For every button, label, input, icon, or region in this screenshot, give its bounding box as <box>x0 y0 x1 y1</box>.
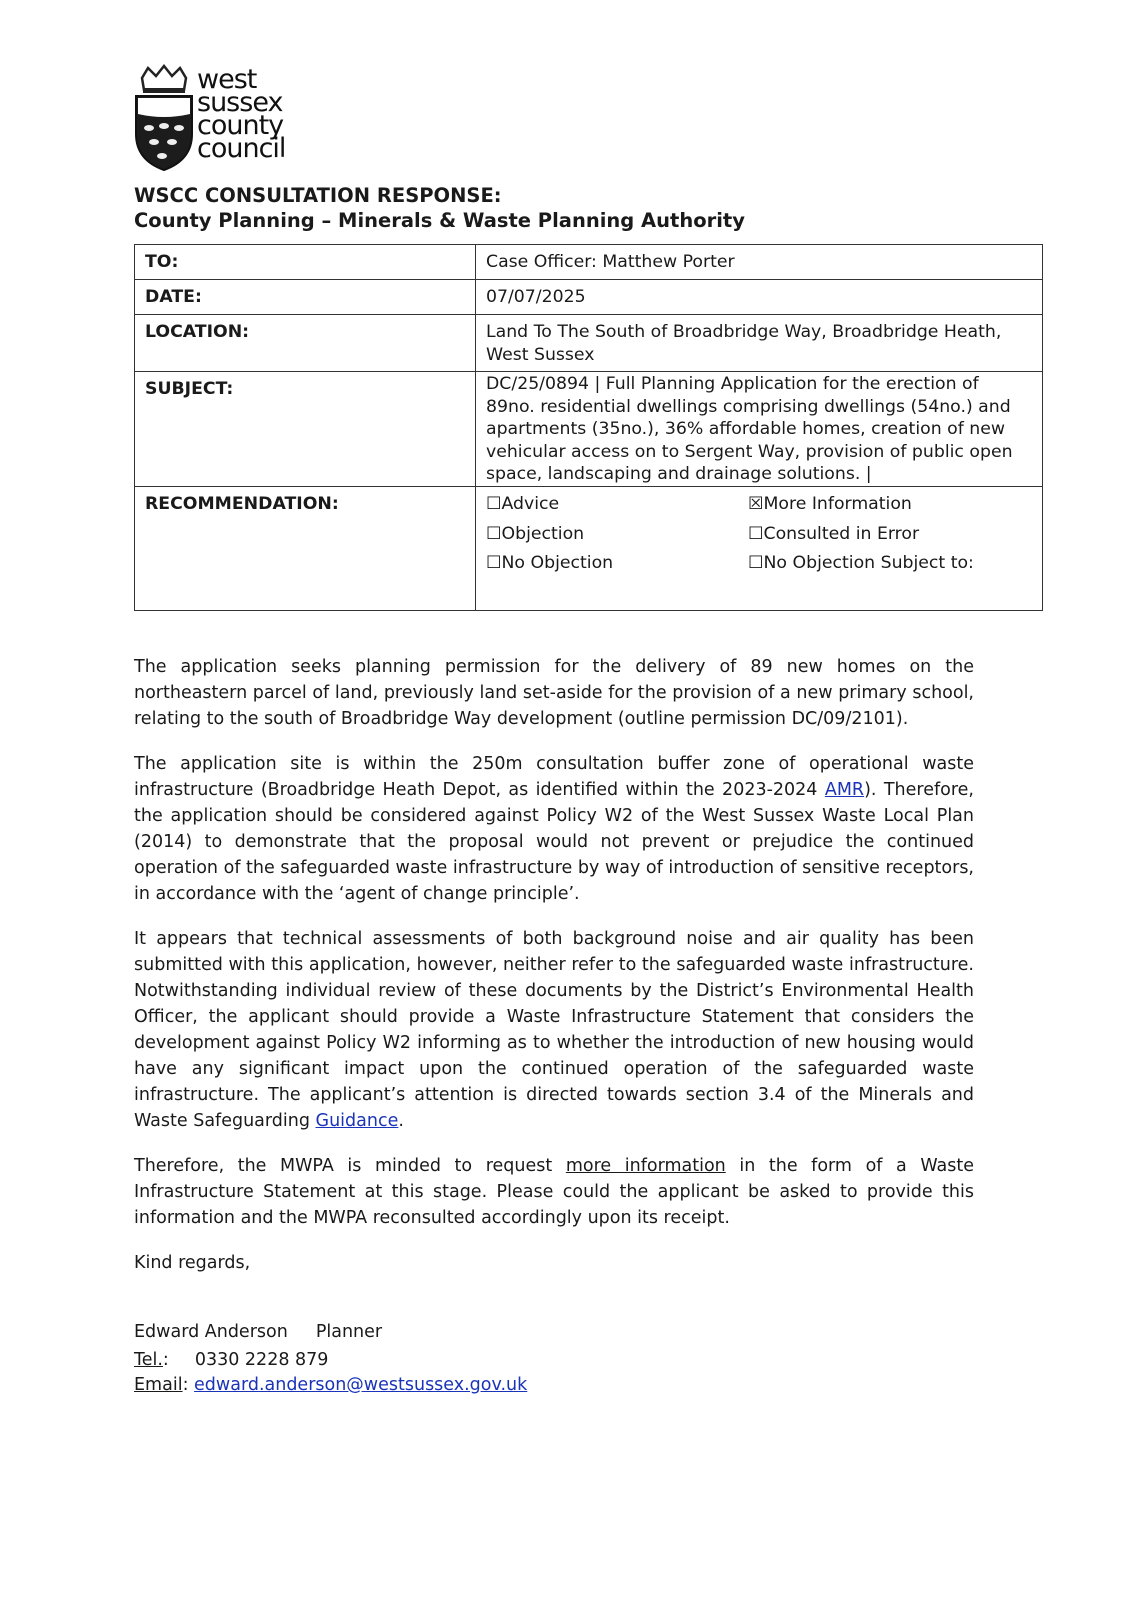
checkbox-checked-icon[interactable]: ☒ <box>748 494 764 514</box>
logo-wordmark: west sussex county council <box>197 64 286 164</box>
location-value: Land To The South of Broadbridge Way, Broadbridge Heath, West Sussex <box>476 315 1043 372</box>
closing: Kind regards, <box>134 1253 251 1273</box>
signatory-role: Planner <box>315 1322 383 1342</box>
location-label: LOCATION: <box>135 315 476 372</box>
recommendation-options <box>476 487 1043 611</box>
recommendation-label: RECOMMENDATION: <box>135 487 476 611</box>
checkbox-icon[interactable]: ☐ <box>748 523 764 544</box>
email-link[interactable]: edward.anderson@westsussex.gov.uk <box>194 1375 528 1395</box>
checkbox-icon[interactable]: ☐ <box>486 523 502 544</box>
subject-label: SUBJECT: <box>135 372 476 487</box>
option-advice[interactable]: ☐Advice <box>486 494 560 514</box>
response-body <box>134 654 974 1295</box>
wscc-logo <box>134 64 304 174</box>
option-no-objection[interactable]: ☐No Objection <box>486 553 614 573</box>
heading-line-1: WSCC CONSULTATION RESPONSE: <box>134 184 502 207</box>
table-row <box>135 372 1043 487</box>
tel-value: 0330 2228 879 <box>194 1350 329 1370</box>
date-label: DATE: <box>135 280 476 315</box>
paragraph-1: The application seeks planning permission for the delivery of 89 new homes on the northeastern parcel of land, previously land set-aside for the provision of a new primary school, relating to the south of Broadbridge Way development (outline permission DC/09/2101). <box>134 657 974 729</box>
option-no-objection-subject-to[interactable]: ☐No Objection Subject to: <box>748 553 974 573</box>
guidance-link[interactable]: Guidance <box>315 1111 399 1131</box>
table-row <box>135 280 1043 315</box>
consultation-details-table <box>134 244 1043 611</box>
option-consulted-in-error[interactable]: ☐Consulted in Error <box>748 523 920 544</box>
table-row <box>135 245 1043 280</box>
checkbox-icon[interactable]: ☐ <box>486 553 502 573</box>
signature-block: Edward Anderson Planner Tel.: 0330 2228 879 Email: edward.anderson@westsussex.gov.uk <box>134 1322 528 1395</box>
checkbox-icon[interactable]: ☐ <box>748 553 764 573</box>
document-heading <box>134 183 745 233</box>
crest-icon <box>134 64 194 174</box>
email-label: Email <box>134 1375 183 1395</box>
date-value: 07/07/2025 <box>476 280 1043 315</box>
signatory-name: Edward Anderson <box>134 1322 288 1342</box>
checkbox-icon[interactable]: ☐ <box>486 494 502 514</box>
paragraph-4: Therefore, the MWPA is minded to request more information in the form of a Waste Infrastructure Statement at this stage. Please could the applicant be asked to provide this information and the MWPA reconsulted accordingly upon its receipt. <box>134 1156 974 1228</box>
tel-label: Tel. <box>134 1350 163 1370</box>
paragraph-2: The application site is within the 250m consultation buffer zone of operational waste infrastructure (Broadbridge Heath Depot, as identified within the 2023-2024 AMR). Therefore, the application should be considered against Policy W2 of the West Sussex Waste Local Plan (2014) to demonstrate that the proposal would not prevent or prejudice the continued operation of the safeguarded waste infrastructure by way of introduction of sensitive receptors, in accordance with the ‘agent of change principle’. <box>134 754 974 904</box>
option-objection[interactable]: ☐Objection <box>486 523 585 544</box>
to-value: Case Officer: Matthew Porter <box>476 245 1043 280</box>
to-label: TO: <box>135 245 476 280</box>
table-row <box>135 315 1043 372</box>
more-information-underlined: more information <box>565 1156 726 1176</box>
amr-link[interactable]: AMR <box>824 780 865 800</box>
table-row <box>135 487 1043 611</box>
subject-value: DC/25/0894 | Full Planning Application for the erection of 89no. residential dwellings comprising dwellings (54no.) and apartments (35no.), 36% affordable homes, creation of new vehicular access on to Sergent Way, provision of public open space, landscaping and drainage solutions. | <box>476 372 1043 487</box>
heading-line-2: County Planning – Minerals & Waste Planning Authority <box>134 209 745 232</box>
option-more-information[interactable]: ☒More Information <box>748 494 912 514</box>
paragraph-3: It appears that technical assessments of both background noise and air quality has been submitted with this application, however, neither refer to the safeguarded waste infrastructure. Notwithstanding individual review of these documents by the District’s Environmental Health Officer, the applicant should provide a Waste Infrastructure Statement that considers the development against Policy W2 informing as to whether the introduction of new housing would have any significant impact upon the continued operation of the safeguarded waste infrastructure. The applicant’s attention is directed towards section 3.4 of the Minerals and Waste Safeguarding Guidance. <box>134 929 974 1131</box>
